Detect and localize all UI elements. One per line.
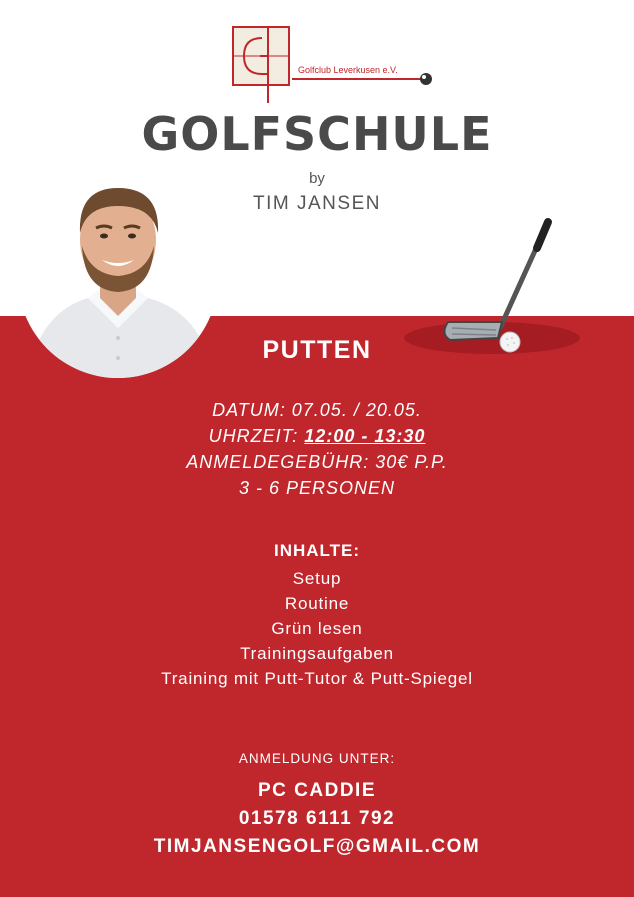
contents-list [0, 566, 634, 691]
registration-contacts [0, 777, 634, 861]
list-item: Grün lesen [271, 619, 363, 638]
by-label: by [309, 170, 325, 187]
persons-line: 3 - 6 PERSONEN [238, 478, 396, 498]
contents-heading: INHALTE: [273, 541, 361, 560]
author-name: TIM JANSEN [253, 193, 381, 214]
registration-heading: ANMELDUNG UNTER: [238, 751, 396, 766]
list-item: Trainingsaufgaben [240, 644, 394, 663]
fee-line: ANMELDEGEBÜHR: 30€ P.P. [186, 452, 448, 472]
page-title: GOLFSCHULE [141, 107, 493, 161]
phone-number[interactable]: 01578 6111 792 [238, 808, 396, 829]
course-title: PUTTEN [262, 336, 372, 364]
time-line [0, 423, 634, 449]
date-line: DATUM: 07.05. / 20.05. [212, 400, 422, 420]
registration-system: PC CADDIE [257, 780, 376, 801]
time-label: UHRZEIT: [208, 426, 305, 446]
club-logo [232, 26, 442, 106]
course-details [0, 397, 634, 501]
list-item: Routine [284, 594, 350, 613]
club-name: Golfclub Leverkusen e.V. [298, 65, 398, 75]
time-value: 12:00 - 13:30 [304, 426, 426, 446]
email-address[interactable]: TIMJANSENGOLF@GMAIL.COM [153, 836, 481, 857]
list-item: Setup [292, 569, 342, 588]
list-item: Training mit Putt-Tutor & Putt-Spiegel [161, 669, 473, 688]
